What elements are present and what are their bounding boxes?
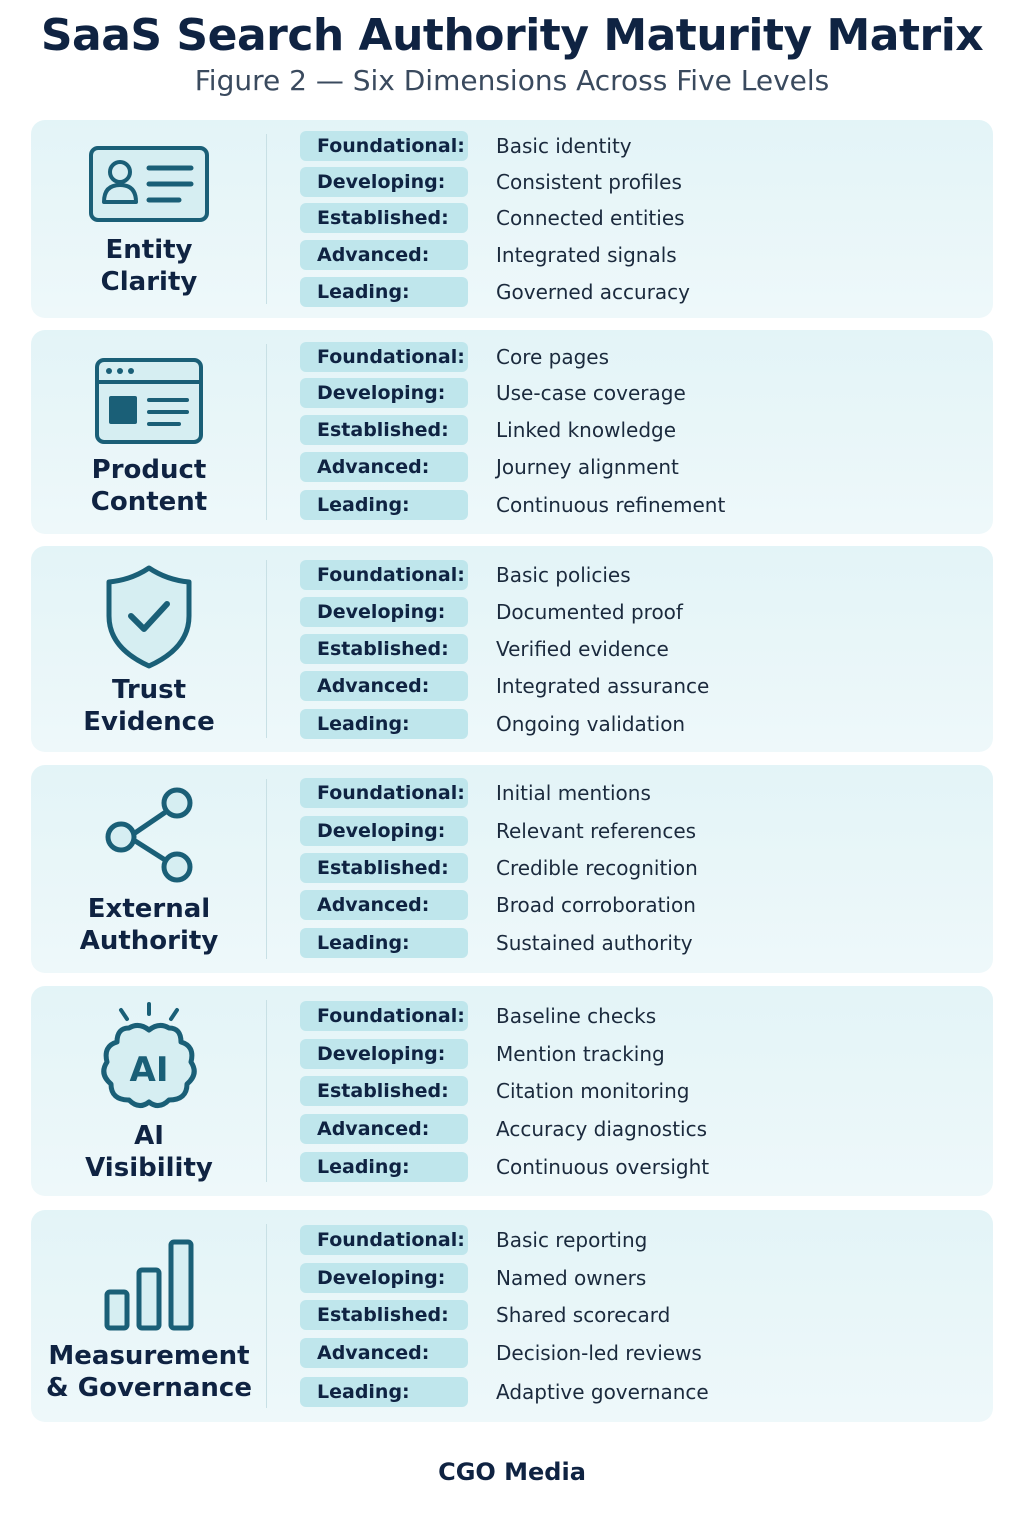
level-description: Governed accuracy [496, 280, 691, 304]
level-pill-leading: Leading: [300, 1377, 468, 1407]
level-description: Credible recognition [496, 856, 698, 880]
level-row [300, 1152, 993, 1182]
level-description: Named owners [496, 1266, 647, 1290]
dimension-panel-external-authority [31, 765, 993, 973]
dimension-name [31, 893, 267, 957]
level-row [300, 452, 993, 482]
level-pill-foundational: Foundational: [300, 342, 468, 372]
dimension-name-line2: Visibility [85, 1153, 213, 1183]
level-row [300, 240, 993, 270]
level-pill-established: Established: [300, 1300, 468, 1330]
dimension-name [31, 1340, 267, 1404]
dimension-name-line2: Evidence [83, 707, 215, 737]
dimension-panel-ai-visibility [31, 986, 993, 1196]
level-description: Adaptive governance [496, 1380, 709, 1404]
level-pill-established: Established: [300, 853, 468, 883]
level-pill-advanced: Advanced: [300, 890, 468, 920]
level-description: Integrated assurance [496, 674, 710, 698]
dimension-name-line2: Content [90, 487, 208, 517]
level-pill-developing: Developing: [300, 597, 468, 627]
dimension-name-line1: Product [91, 455, 207, 485]
ai-brain-icon-text: AI [129, 1050, 169, 1090]
level-row [300, 1377, 993, 1407]
level-row [300, 634, 993, 664]
page-title: SaaS Search Authority Maturity Matrix [40, 10, 984, 61]
level-pill-advanced: Advanced: [300, 452, 468, 482]
dimension-panel-entity-clarity [31, 120, 993, 318]
level-pill-developing: Developing: [300, 816, 468, 846]
level-row [300, 203, 993, 233]
dimension-name [31, 1120, 267, 1184]
level-pill-developing: Developing: [300, 378, 468, 408]
level-description: Linked knowledge [496, 418, 677, 442]
level-pill-foundational: Foundational: [300, 1225, 468, 1255]
level-description: Ongoing validation [496, 712, 686, 736]
level-pill-established: Established: [300, 415, 468, 445]
dimension-name-line1: Trust [111, 675, 187, 705]
dimension-panel-measurement-governance [31, 1210, 993, 1422]
level-description: Broad corroboration [496, 893, 696, 917]
dimension-name-line1: External [87, 894, 211, 924]
dimension-name-line2: Authority [79, 926, 219, 956]
dimension-name-line1: Measurement [48, 1341, 250, 1371]
level-row [300, 378, 993, 408]
level-pill-advanced: Advanced: [300, 1114, 468, 1144]
level-pill-foundational: Foundational: [300, 1001, 468, 1031]
level-description: Citation monitoring [496, 1079, 690, 1103]
level-pill-advanced: Advanced: [300, 240, 468, 270]
level-row [300, 597, 993, 627]
level-description: Basic identity [496, 134, 632, 158]
level-description: Consistent profiles [496, 170, 682, 194]
dimension-panel-trust-evidence [31, 546, 993, 752]
level-pill-advanced: Advanced: [300, 1338, 468, 1368]
dimension-name [31, 674, 267, 738]
level-pill-foundational: Foundational: [300, 560, 468, 590]
level-row [300, 1300, 993, 1330]
dimension-name-line2: Clarity [100, 267, 198, 297]
level-row [300, 1001, 993, 1031]
level-description: Verified evidence [496, 637, 669, 661]
level-pill-leading: Leading: [300, 277, 468, 307]
level-pill-leading: Leading: [300, 490, 468, 520]
level-pill-foundational: Foundational: [300, 131, 468, 161]
level-row [300, 1225, 993, 1255]
dimension-panel-product-content [31, 330, 993, 534]
level-description: Decision-led reviews [496, 1341, 702, 1365]
level-description: Initial mentions [496, 781, 651, 805]
level-row [300, 853, 993, 883]
level-description: Relevant references [496, 819, 697, 843]
level-pill-advanced: Advanced: [300, 671, 468, 701]
bar-chart-icon [31, 1238, 267, 1332]
id-card-icon [31, 144, 267, 224]
level-row [300, 1076, 993, 1106]
shield-check-icon [31, 564, 267, 670]
level-row [300, 778, 993, 808]
level-pill-foundational: Foundational: [300, 778, 468, 808]
level-description: Baseline checks [496, 1004, 657, 1028]
level-row [300, 167, 993, 197]
level-description: Documented proof [496, 600, 683, 624]
level-pill-established: Established: [300, 634, 468, 664]
level-row [300, 671, 993, 701]
level-row [300, 1338, 993, 1368]
level-row [300, 1114, 993, 1144]
level-row [300, 415, 993, 445]
dimension-name [31, 234, 267, 298]
level-description: Continuous oversight [496, 1155, 710, 1179]
level-description: Continuous refinement [496, 493, 726, 517]
dimension-name-line2: & Governance [46, 1373, 252, 1403]
level-description: Use-case coverage [496, 381, 686, 405]
browser-window-icon [31, 356, 267, 446]
level-pill-leading: Leading: [300, 709, 468, 739]
level-description: Basic reporting [496, 1228, 648, 1252]
level-description: Basic policies [496, 563, 631, 587]
level-row [300, 816, 993, 846]
level-description: Sustained authority [496, 931, 693, 955]
level-pill-established: Established: [300, 1076, 468, 1106]
level-row [300, 490, 993, 520]
level-pill-leading: Leading: [300, 928, 468, 958]
level-pill-developing: Developing: [300, 1263, 468, 1293]
level-row [300, 928, 993, 958]
level-pill-developing: Developing: [300, 167, 468, 197]
level-description: Connected entities [496, 206, 685, 230]
level-pill-developing: Developing: [300, 1039, 468, 1069]
ai-brain-icon [31, 1000, 267, 1116]
level-row [300, 131, 993, 161]
level-description: Shared scorecard [496, 1303, 671, 1327]
level-description: Journey alignment [496, 455, 679, 479]
level-row [300, 709, 993, 739]
level-description: Mention tracking [496, 1042, 665, 1066]
footer-brand: CGO Media [438, 1458, 586, 1486]
level-row [300, 342, 993, 372]
level-row [300, 277, 993, 307]
level-description: Integrated signals [496, 243, 677, 267]
dimension-name-line1: Entity [105, 235, 193, 265]
level-description: Accuracy diagnostics [496, 1117, 708, 1141]
dimension-name [31, 454, 267, 518]
level-pill-leading: Leading: [300, 1152, 468, 1182]
level-description: Core pages [496, 345, 610, 369]
page-subtitle: Figure 2 — Six Dimensions Across Five Levels [194, 64, 830, 97]
level-pill-established: Established: [300, 203, 468, 233]
level-row [300, 1039, 993, 1069]
dimension-name-line1: AI [134, 1121, 164, 1151]
level-row [300, 890, 993, 920]
level-row [300, 560, 993, 590]
level-row [300, 1263, 993, 1293]
share-nodes-icon [31, 787, 267, 885]
